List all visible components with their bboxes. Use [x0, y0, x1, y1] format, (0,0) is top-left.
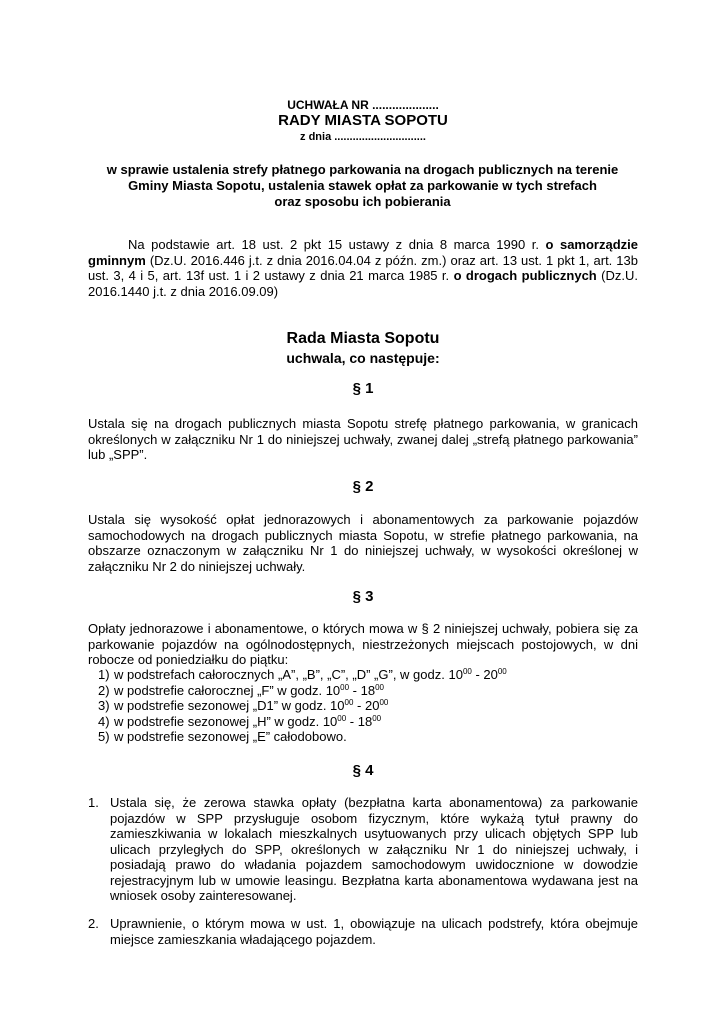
section-3-list — [88, 667, 638, 745]
section-4-point-1 — [88, 795, 638, 904]
hour-superscript: 00 — [337, 713, 347, 723]
subject-block — [70, 162, 655, 210]
section-2-text: Ustala się wysokość opłat jednorazowych i abonamentowych za parkowanie pojazdów samochodowych na drogach publicznych miasta Sopotu, w strefie płatnego parkowania, na obszarze oznaczonym w załączniku Nr 1 do niniejszej uchwały, w wysokości określonej w załączniku Nr 2 do niniejszej uchwały. — [88, 512, 638, 574]
hour-superscript: 00 — [497, 667, 507, 676]
council-name: RADY MIASTA SOPOTU — [278, 112, 448, 129]
resolution-title: Rada Miasta Sopotu — [286, 330, 440, 347]
point-1-number: 1. — [88, 795, 99, 810]
section-3-list-item — [88, 698, 638, 714]
list-item-number: 5) — [98, 729, 110, 744]
point-2-text: Uprawnienie, o którym mowa w ust. 1, obowiązuje na ulicach podstrefy, która obejmuje miejsce zamieszkania władającego pojazdem. — [110, 916, 638, 947]
hour-superscript: 00 — [340, 682, 350, 692]
list-item-time-range: - 20 — [471, 667, 498, 682]
list-item-time-range: - 18 — [346, 713, 373, 729]
list-item-number: 2) — [98, 682, 110, 698]
list-item-number: 3) — [98, 698, 110, 713]
section-3-heading: § 3 — [352, 588, 374, 605]
hour-superscript: 00 — [375, 682, 384, 692]
point-1-text: Ustala się, że zerowa stawka opłaty (bezpłatna karta abonamentowa) za parkowanie pojazdów w SPP przysługuje osobom fizycznym, które wykażą tytuł prawny do zamieszkiwania w lokalach mieszkalnych usytuowanych przy ulicach objętych SPP lub ulicach przyległych do SPP, określonych w załączniku Nr 1 do niniejszej uchwały, i posiadają prawo do władania pojazdem samochodowym uwidocznione w dowodzie rejestracyjnym lub w umowie leasingu. Bezpłatna karta abonamentowa wydawana jest na wniosek osoby zainteresowanej. — [110, 795, 638, 903]
legal-basis — [88, 237, 638, 299]
legal-basis-text-1: Na podstawie art. 18 ust. 2 pkt 15 ustawy z dnia 8 marca 1990 r. — [128, 237, 546, 252]
legal-basis-act-2: o drogach publicznych — [453, 268, 597, 283]
hour-superscript: 00 — [344, 698, 354, 707]
list-item-text: w podstrefie sezonowej „H” w godz. 10 — [114, 713, 338, 729]
section-3-intro: Opłaty jednorazowe i abonamentowe, o których mowa w § 2 niniejszej uchwały, pobiera się za parkowanie pojazdów na ogólnodostępnych, niestrzeżonych miejscach postojowych, w dni robocze od poniedziałku do piątku: — [88, 621, 638, 667]
list-item-text: w podstrefach całorocznych „A”, „B”, „C”, „D” „G”, w godz. 10 — [114, 667, 463, 682]
subject-line-1: w sprawie ustalenia strefy płatnego parkowania na drogach publicznych na terenie — [106, 162, 619, 177]
section-3-list-item — [88, 729, 638, 745]
list-item-number: 1) — [98, 667, 110, 682]
subject-line-3: oraz sposobu ich pobierania — [274, 194, 451, 209]
hour-superscript: 00 — [462, 667, 472, 676]
resolution-subtitle: uchwala, co następuje: — [286, 350, 440, 366]
section-3-list-item — [88, 683, 638, 699]
section-4-point-2 — [88, 916, 638, 947]
section-3-list-item — [88, 667, 638, 683]
point-2-number: 2. — [88, 916, 99, 931]
list-item-text: w podstrefie całorocznej „F” w godz. 10 — [114, 682, 341, 698]
list-item-time-range: - 18 — [349, 682, 376, 698]
list-item-time-range: - 20 — [353, 698, 380, 713]
list-item-number: 4) — [98, 713, 110, 729]
subject-line-2: Gminy Miasta Sopotu, ustalenia stawek opłat za parkowanie w tych strefach — [128, 178, 597, 193]
hour-superscript: 00 — [379, 698, 389, 707]
list-item-text: w podstrefie sezonowej „E” całodobowo. — [114, 729, 347, 744]
section-4-heading: § 4 — [352, 762, 374, 779]
hour-superscript: 00 — [372, 713, 382, 723]
legal-basis-text-3: (Dz.U. 2016.1440 j.t. z dnia 2016.09.09) — [88, 268, 638, 299]
resolution-date: z dnia .............................. — [300, 131, 426, 143]
list-item-text: w podstrefie sezonowej „D1” w godz. 10 — [114, 698, 345, 713]
legal-basis-act-1: o samorządzie gminnym — [88, 237, 638, 268]
resolution-number: UCHWAŁA NR .................... — [287, 98, 439, 112]
section-1-text: Ustala się na drogach publicznych miasta Sopotu strefę płatnego parkowania, w granicach określonych w załączniku Nr 1 do niniejszej uchwały, zwanej dalej „strefą płatnego parkowania” lub „SPP”. — [88, 416, 638, 462]
section-3-list-item — [88, 714, 638, 730]
section-2-heading: § 2 — [352, 478, 374, 495]
section-1-heading: § 1 — [352, 380, 374, 397]
legal-basis-text-2: (Dz.U. 2016.446 j.t. z dnia 2016.04.04 z późn. zm.) oraz art. 13 ust. 1 pkt 1, art. 13b ust. 3, 4 i 5, art. 13f ust. 1 i 2 ustawy z dnia 21 marca 1985 r. — [88, 252, 638, 283]
